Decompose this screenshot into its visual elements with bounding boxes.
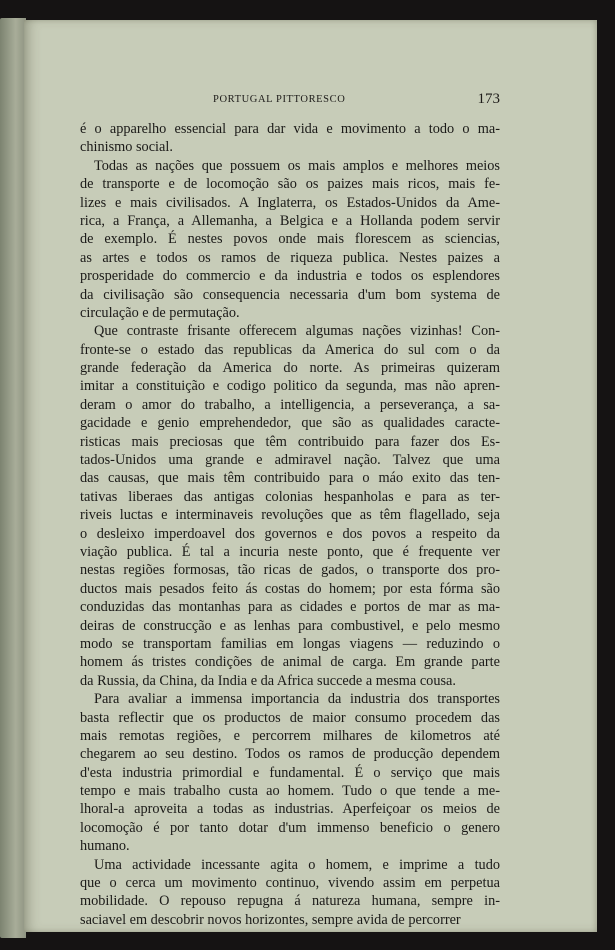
paragraph [80, 856, 500, 930]
paragraph [80, 157, 500, 323]
text-line: as artes e todos os ramos de riqueza publica. Nestes paizes a [80, 249, 500, 266]
running-title: PORTUGAL PITTORESCO [213, 94, 346, 105]
text-line: riveis luctas e interminaveis revoluções que as têm flagellado, seja [80, 507, 500, 524]
page-number: 173 [477, 91, 500, 107]
text-line: rica, a França, a Allemanha, a Belgica e a Hollanda podem servir [80, 212, 500, 229]
text-line: da Russia, da China, da India e da Africa succede a mesma cousa. [80, 672, 456, 689]
text-line: tativas liberaes das antigas colonias hespanholas e para as ter- [80, 488, 500, 505]
text-line: viação publica. É tal a incuria neste ponto, que é frequente ver [80, 543, 500, 560]
text-line: circulação e de permutação. [80, 304, 240, 321]
text-line: da civilisação são consequencia necessaria d'um bom systema de [80, 286, 500, 303]
text-line: modo se transportam familias em longas viagens — reduzindo o [80, 635, 500, 652]
book-page [24, 20, 597, 932]
text-line: saciavel em descobrir novos horizontes, sempre avida de percorrer [80, 911, 461, 928]
text-line: lizes e mais civilisados. A Inglaterra, os Estados-Unidos da Ame- [80, 194, 500, 211]
running-head [84, 91, 500, 111]
text-line: locomoção é por tanto dotar d'um immenso beneficio o genero [80, 819, 500, 836]
text-line: Uma actividade incessante agita o homem, e imprime a tudo [94, 856, 500, 873]
text-line: imitar a constituição e codigo politico da segunda, mas não apren- [80, 378, 500, 395]
text-line: ductos mais pesados feito ás costas do homem; por esta fórma são [80, 580, 500, 597]
paragraph [80, 690, 500, 856]
text-line: mais remotas regiões, e percorrem milhares de kilometros até [80, 727, 500, 744]
text-line: lhoral-a aproveita a todas as industrias. Aperfeiçoar os meios de [80, 801, 500, 818]
paragraph [80, 120, 500, 157]
text-line: risticas mais preciosas que têm contribuido para fazer dos Es- [80, 433, 500, 450]
text-line: conduzidas das montanhas para as cidades e portos de mar as ma- [80, 599, 500, 616]
previous-page-edge [0, 18, 26, 938]
text-line: tempo e mais trabalho custa ao homem. Tudo o que tende a me- [80, 783, 500, 800]
text-line: humano. [80, 838, 130, 855]
paragraph [80, 322, 500, 690]
text-line: basta reflectir que os productos de maior consumo procedem das [80, 709, 500, 726]
text-line: chegarem ao seu destino. Todos os ramos de producção dependem [80, 746, 500, 763]
text-line: tados-Unidos uma grande e admiravel nação. Talvez que uma [80, 452, 500, 469]
text-line: Que contraste frisante offerecem algumas nações vizinhas! Con- [94, 323, 500, 340]
text-line: d'esta industria primordial e fundamental. É o serviço que mais [80, 764, 500, 781]
text-line: Todas as nações que possuem os mais amplos e melhores meios [94, 157, 500, 174]
text-line: de exemplo. É nestes povos onde mais florescem as sciencias, [80, 231, 500, 248]
text-line: mobilidade. O repouso repugna á natureza humana, sempre in- [80, 893, 500, 910]
body-text [80, 120, 500, 929]
text-line: grande federação da America do norte. As primeiras quizeram [80, 360, 500, 377]
text-line: chinismo social. [80, 139, 173, 156]
text-line: que o cerca um movimento continuo, vivendo assim em perpetua [80, 875, 500, 892]
text-line: deiras de construcção e as lenhas para combustivel, e pelo mesmo [80, 617, 500, 634]
text-line: de transporte e de locomoção são os paizes mais ricos, mais fe- [80, 176, 500, 193]
text-line: Para avaliar a immensa importancia da industria dos transportes [94, 691, 500, 708]
text-line: é o apparelho essencial para dar vida e movimento a todo o ma- [80, 121, 500, 137]
text-line: das causas, que mais têm contribuido para o máo exito das ten- [80, 470, 500, 487]
text-line: o desleixo imperdoavel dos governos e dos povos a respeito da [80, 525, 500, 542]
text-line: prosperidade do commercio e da industria e todos os esplendores [80, 268, 500, 285]
text-line: homem ás tristes condições de animal de carga. Em grande parte [80, 654, 500, 671]
text-line: deram o amor do trabalho, a intelligencia, a perseverança, a sa- [80, 396, 500, 413]
text-line: fronte-se o estado das republicas da America do sul com o da [80, 341, 500, 358]
text-line: gacidade e genio emprehendedor, que são as qualidades caracte- [80, 415, 500, 432]
text-line: nestas regiões formosas, tão ricas de gados, o transporte dos pro- [80, 562, 500, 579]
